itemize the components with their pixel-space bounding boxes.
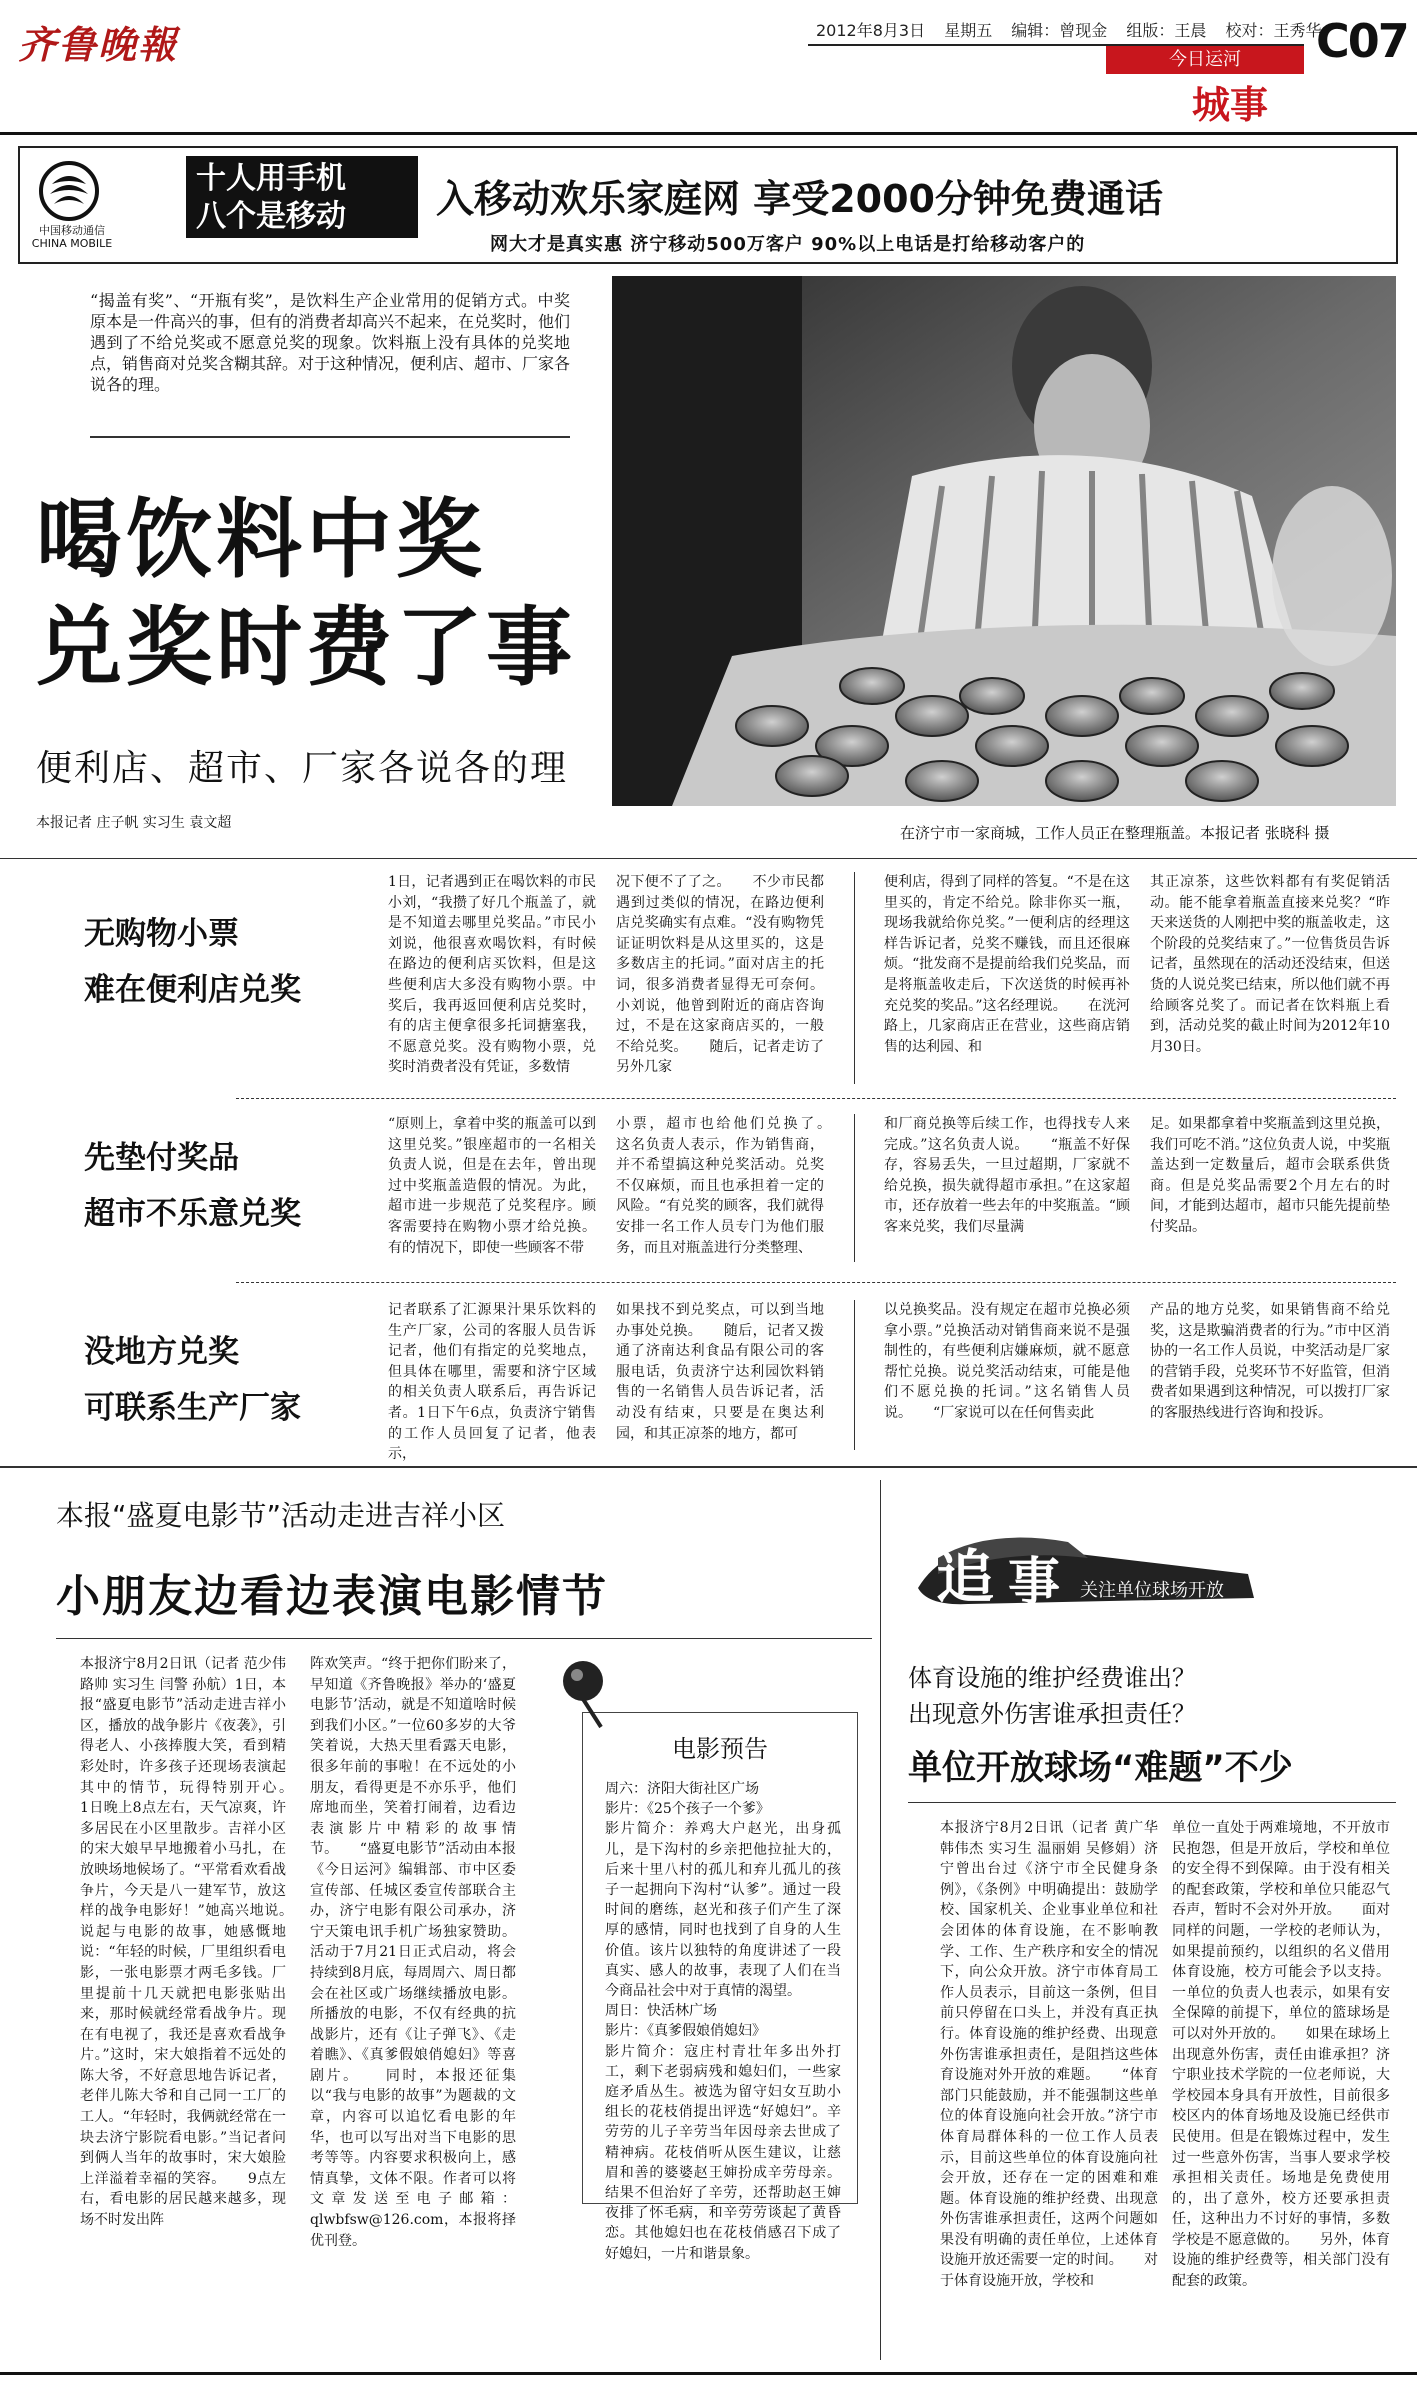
section-title: 城事: [1192, 83, 1269, 127]
section-subtitle-badge: 今日运河: [1106, 46, 1304, 74]
china-mobile-advertisement[interactable]: [18, 146, 1398, 264]
section-3-column-4: 产品的地方兑奖，如果销售商不给兑奖，这是欺骗消费者的行为。”市中区消协的一名工作人员说，中奖活动是厂家的营销手段，兑奖环节不好监管，但消费者如果遇到这种情况，可以拨打厂家的客服热线进行咨询和投诉。: [1150, 1302, 1390, 1421]
issue-date: 2012年8月3日: [816, 21, 926, 40]
masthead-logo: 齐鲁晚報: [18, 22, 179, 67]
section-3-column-2: 如果找不到兑奖点，可以到当地办事处兑换。 随后，记者又拨通了济南达利食品有限公司的客服电话，负责济宁达利园饮料销售的一名销售人员告诉记者，活动没有结束，只要是在奥达利园，和其正凉茶的地方，都可: [616, 1302, 824, 1442]
section-2-column-3: 和厂商兑换等后续工作，也得找专人来完成。”这名负责人说。 “瓶盖不好保存，容易丢失，一旦过超期，厂家就不给兑换，损失就得超市承担。”在这家超市，还存放着一些去年的中奖瓶盖。“顾客来兑奖，我们尽量满: [884, 1116, 1130, 1235]
banner-pinyin: zhuishi: [1028, 1526, 1074, 1541]
section-2-title-line2: 超市不乐意兑奖: [84, 1196, 301, 1232]
film-story-headline: 小朋友边看边表演电影情节: [56, 1571, 608, 1622]
zhuishi-column-banner: [908, 1518, 1262, 1613]
film-headline-rule: [56, 1638, 872, 1639]
column-rule: [880, 1480, 881, 2360]
editor-credit: 编辑：曾现金: [1011, 21, 1108, 40]
lead-subheadline: 便利店、超市、厂家各说各的理: [36, 748, 569, 789]
intro-rule: [90, 436, 570, 438]
photo-caption: 在济宁市一家商城，工作人员正在整理瓶盖。本报记者 张晓科 摄: [900, 824, 1330, 842]
sports-kicker-line1: 体育设施的维护经费谁出？: [908, 1664, 1196, 1692]
section-divider-dashed: [236, 1098, 1396, 1099]
section-1-title-line2: 难在便利店兑奖: [84, 972, 301, 1008]
banner-char-zhui: 追: [936, 1543, 995, 1611]
ad-tagline: 网大才是真实惠 济宁移动500万客户 90%以上电话是打给移动客户的: [490, 234, 1086, 255]
lead-byline: 本报记者 庄子帆 实习生 袁文超: [36, 815, 232, 831]
lead-headline-line2: 兑奖时费了事: [36, 598, 576, 698]
sports-headline-rule: [908, 1802, 1396, 1803]
section-1-column-2: 况下便不了了之。 不少市民都遇到过类似的情况，在路边便利店兑奖确实有点难。“没有购物凭证证明饮料是从这里买的，这是多数店主的托词。”面对店主的托词，很多消费者显得无可奈何。小刘说，他曾到附近的商店咨询过，不是在这家商店买的，一般不给兑奖。 随后，记者走访了另外几家: [616, 874, 824, 1076]
film-preview-body: 周六：济阳大街社区广场 影片：《25个孩子一个爹》 影片简介：养鸡大户赵光，出身孤儿，是下沟村的乡亲把他拉扯大的，后来十里八村的孤儿和弃儿孤儿的孩子一起拥向下沟村“认爹”。通过一段时间的磨练，赵光和孩子们产生了深厚的感情，同时也找到了自身的人生价值。该片以独特的角度讲述了一段真实、感人的故事，表现了人们在当今商品社会中对于真情的渴望。 周日：快活林广场 影片：《真爹假娘俏媳妇》 影片简介：寇庄村青壮年多出外打工，剩下老弱病残和媳妇们，一些家庭矛盾丛生。被选为留守妇女互助小组长的花枝俏提出评选“好媳妇”。辛劳劳的儿子辛劳当年因母亲去世成了精神病。花枝俏听从医生建议，让慈眉和善的婆婆赵王婶扮成辛劳母亲。结果不但治好了辛劳，还帮助赵王婶夜排了怀毛病，和辛劳劳谈起了黄昏恋。其他媳妇也在花枝俏感召下成了好媳妇，一片和谐景象。: [605, 1781, 841, 2262]
ad-brand-text: 中国移动通信 CHINA MOBILE: [31, 224, 113, 250]
section-1-column-3: 便利店，得到了同样的答复。“不是在这里买的，肯定不给兑。除非你买一瓶，现场我就给你兑奖。”一便利店的经理这样告诉记者，兑奖不赚钱，而且还很麻烦。“批发商不是提前给我们兑奖品，而是将瓶盖收走后，下次送货的时候再补充兑奖的奖品。”这名经理说。 在洸河路上，几家商店正在营业，这些商店销售的达利园、和: [884, 874, 1130, 1055]
proof-credit: 校对：王秀华: [1225, 21, 1322, 40]
sports-story-column-1: 本报济宁8月2日讯（记者 黄广华 韩伟杰 实习生 温丽娟 吴修娟）济宁曾出台过《济宁市全民健身条例》，《条例》中明确提出：鼓励学校、国家机关、企业事业单位和社会团体的体育设施，在不影响教学、工作、生产秩序和安全的情况下，向公众开放。济宁市体育局工作人员表示，目前这一条例，但目前只停留在口头上，并没有真正执行。体育设施的维护经费、出现意外伤害谁承担责任，是阻挡这些体育设施对外开放的难题。 “体育部门只能鼓励，并不能强制这些单位的体育设施向社会开放。”济宁市体育局群体科的一位工作人员表示，目前这些单位的体育设施向社会开放，还存在一定的困难和难题。体育设施的维护经费、出现意外伤害谁承担责任，这两个问题如果没有明确的责任单位，上述体育设施开放还需要一定的时间。 对于体育设施开放，学校和: [940, 1820, 1158, 2290]
section-divider: [0, 1466, 1417, 1468]
issue-weekday: 星期五: [944, 21, 993, 40]
section-2-column-4: 足。如果都拿着中奖瓶盖到这里兑换，我们可吃不消。”这位负责人说，中奖瓶盖达到一定数量后，超市会联系供货商。但是兑奖品需要2个月左右的时间，才能到达超市，超市只能先提前垫付奖品。: [1150, 1116, 1390, 1235]
sports-kicker-line2: 出现意外伤害谁承担责任？: [908, 1700, 1196, 1728]
layout-credit: 组版：王晨: [1126, 21, 1207, 40]
section-divider: [0, 858, 1417, 859]
lead-headline-line1: 喝饮料中奖: [36, 490, 486, 590]
column-rule: [854, 872, 855, 1084]
film-preview-title: 电影预告: [672, 1735, 768, 1763]
footer-rule: [0, 2372, 1417, 2375]
section-1-title: [84, 906, 301, 1018]
section-3-title-line1: 没地方兑奖: [84, 1334, 239, 1370]
lead-headline: [36, 486, 576, 702]
ad-box-line2: 八个是移动: [196, 199, 346, 234]
section-3-column-3: 以兑换奖品。没有规定在超市兑换必须拿小票。”兑换活动对销售商来说不是强制性的，有些便利店嫌麻烦，就不愿意帮忙兑换。说兑奖活动结束，可能是他们不愿兑换的托词。”这名销售人员说。 “厂家说可以在任何售卖此: [884, 1302, 1130, 1421]
film-story-column-2: 阵欢笑声。“终于把你们盼来了，早知道《齐鲁晚报》举办的‘盛夏电影节’活动，就是不知道啥时候到我们小区。”一位60多岁的大爷笑着说，大热天里看露天电影，很多年前的事啦！在不远处的小朋友，看得更是不亦乐乎，他们席地而坐，笑着打闹着，边看边表演影片中精彩的故事情节。 “盛夏电影节”活动由本报《今日运河》编辑部、市中区委宣传部、任城区委宣传部联合主办，济宁电影有限公司承办，济宁天策电讯手机广场独家赞助。活动于7月21日正式启动，将会持续到8月底，每周周六、周日都会在社区或广场继续播放电影。所播放的电影，不仅有经典的抗战影片，还有《让子弹飞》、《走着瞧》、《真爹假娘俏媳妇》等喜剧片。 同时，本报还征集以“我与电影的故事”为题裁的文章，内容可以追忆看电影的年华，也可以写出对当下电影的思考等等。内容要求积极向上，感情真挚，文体不限。作者可以将文章发送至电子邮箱：qlwbfsw@126.com，本报将择优刊登。: [310, 1656, 516, 2249]
section-3-title-line2: 可联系生产厂家: [84, 1390, 301, 1426]
china-mobile-logo-icon: [38, 160, 100, 222]
section-1-title-line1: 无购物小票: [84, 916, 239, 952]
sports-headline: 单位开放球场“难题”不少: [908, 1748, 1293, 1788]
film-story-column-1: 本报济宁8月2日讯（记者 范少伟 路帅 实习生 闫警 孙航）1日，本报“盛夏电影节”活动走进吉祥小区，播放的战争影片《夜袭》，引得老人、小孩捧腹大笑，看到精彩处时，许多孩子还现场表演起其中的情节，玩得特别开心。 1日晚上8点左右，天气凉爽，许多居民在小区里散步。吉祥小区的宋大娘早早地搬着小马扎，在放映场地候场了。“平常看欢看战争片，今天是八一建军节，放这样的战争电影好！”她高兴地说。 说起与电影的故事，她感慨地说：“年轻的时候，厂里组织看电影，一张电影票才两毛多钱。厂里提前十几天就把电影张贴出来，那时候就经常看战争片。现在有电视了，我还是喜欢看战争片。”这时，宋大娘指着不远处的陈大爷，不好意思地告诉记者，老伴儿陈大爷和自己同一工厂的工人。“年轻时，我俩就经常在一块去济宁影院看电影。”当记者问到俩人当年的故事时，宋大娘脸上洋溢着幸福的笑容。 9点左右，看电影的居民越来越多，现场不时发出阵: [80, 1656, 314, 2229]
lead-intro: “揭盖有奖”、“开瓶有奖”，是饮料生产企业常用的促销方式。中奖原本是一件高兴的事，但有的消费者却高兴不起来，在兑奖时，他们遇到了不给兑奖或不愿意兑奖的现象。饮料瓶上没有具体的兑奖地点，销售商对兑奖含糊其辞。对于这种情况，便利店、超市、厂家各说各的理。: [90, 291, 571, 394]
section-3-title: [84, 1324, 301, 1436]
section-2-column-1: “原则上，拿着中奖的瓶盖可以到这里兑奖。”银座超市的一名相关负责人说，但是在去年，曾出现过中奖瓶盖造假的情况。为此，超市进一步规范了兑奖程序。顾客需要持在购物小票才给兑换。有的情况下，即使一些顾客不带: [388, 1116, 596, 1256]
film-preview-box: [582, 1712, 858, 2262]
section-2-title: [84, 1130, 301, 1242]
photo-illustration: [612, 276, 1396, 806]
section-3-column-1: 记者联系了汇源果汁果乐饮料的生产厂家，公司的客服人员告诉记者，他们有指定的兑奖地点，但具体在哪里，需要和济宁区域的相关负责人联系后，再告诉记者。1日下午6点，负责济宁销售的工作人员回复了记者，他表示，: [388, 1302, 596, 1463]
banner-tagline: 关注单位球场开放: [1080, 1580, 1224, 1601]
ad-headline: 入移动欢乐家庭网 享受2000分钟免费通话: [436, 177, 1163, 221]
page-code: C07: [1316, 14, 1408, 68]
column-rule: [854, 1300, 855, 1450]
banner-char-shi: 事: [1008, 1552, 1061, 1613]
ad-box-line1: 十人用手机: [196, 161, 346, 196]
column-rule: [854, 1114, 855, 1262]
sports-kicker: [908, 1660, 1196, 1732]
issue-meta: [816, 18, 1336, 41]
section-2-title-line1: 先垫付奖品: [84, 1140, 239, 1176]
sports-story-column-2: 单位一直处于两难境地，不开放市民抱怨，但是开放后，学校和单位的安全得不到保障。由于没有相关的配套政策，学校和单位只能忍气吞声，暂时不会对外开放。 面对同样的问题，一学校的老师认为，如果提前预约，以组织的名义借用体育设施，校方可能会予以支持。一单位的负责人也表示，如果有安全保障的前提下，单位的篮球场是可以对外开放的。 如果在球场上出现意外伤害，责任由谁承担？济宁职业技术学院的一位老师说，大学校园本身具有开放性，目前很多校区内的体育场地及设施已经供市民使用。但是在锻炼过程中，发生过一些意外伤害，当事人要求学校承担相关责任。场地是免费使用的，出了意外，校方还要承担责任，这种出力不讨好的事情，多数学校是不愿意做的。 另外，体育设施的维护经费等，相关部门没有配套的政策。: [1172, 1820, 1390, 2290]
film-story-kicker: 本报“盛夏电影节”活动走进吉祥小区: [56, 1499, 506, 1532]
section-1-column-1: 1日，记者遇到正在喝饮料的市民小刘，“我攒了好几个瓶盖了，就是不知道去哪里兑奖品。”市民小刘说，他很喜欢喝饮料，有时候在路边的便利店买饮料，但是这些便利店大多没有购物小票。中奖后，我再返回便利店兑奖时，有的店主便拿很多托词搪塞我，不愿意兑奖。没有购物小票，兑奖时消费者没有凭证，多数情: [388, 874, 596, 1076]
section-2-column-2: 小票，超市也给他们兑换了。 这名负责人表示，作为销售商，并不希望搞这种兑奖活动。兑奖不仅麻烦，而且也承担着一定的风险。“有兑奖的顾客，我们就得安排一名工作人员专门为他们服务，而且对瓶盖进行分类整理、: [616, 1116, 852, 1256]
pushpin-icon: [543, 1653, 613, 1733]
header-divider: [0, 132, 1417, 135]
ad-slogan-box: [186, 156, 418, 238]
section-1-column-4: 其正凉茶，这些饮料都有有奖促销活动。能不能拿着瓶盖直接来兑奖？“昨天来送货的人刚把中奖的瓶盖收走，这个阶段的兑奖结束了。”一位售货员告诉记者，虽然现在的活动还没结束，但送货的人说兑奖已结束，所以他们就不再给顾客兑奖了。而记者在饮料瓶上看到，活动兑奖的截止时间为2012年10月30日。: [1150, 874, 1390, 1055]
section-divider-dashed: [236, 1282, 1396, 1283]
lead-photo[interactable]: [612, 276, 1396, 806]
ad-brand-name: [24, 224, 120, 250]
